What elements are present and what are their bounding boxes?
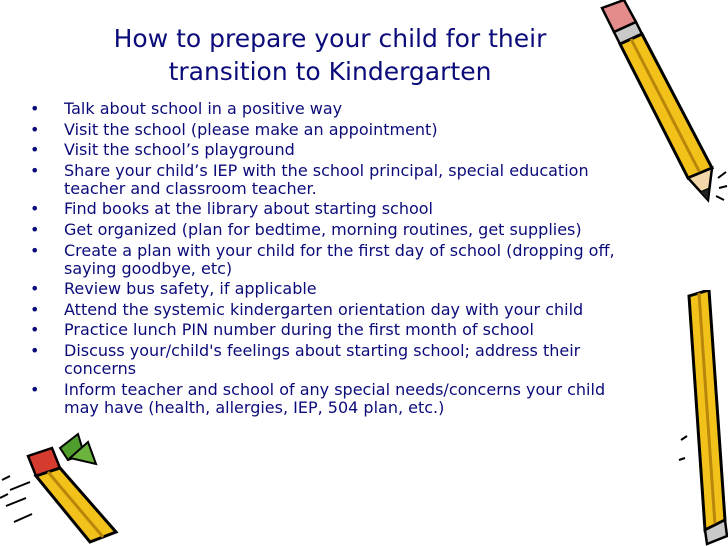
- bullet-item: • Visit the school (please make an appointment): [30, 121, 640, 139]
- slide-title-line-2: transition to Kindergarten: [168, 57, 492, 86]
- slide-title-line-1: How to prepare your child for their: [113, 24, 547, 53]
- bullet-item: • Practice lunch PIN number during the first month of school: [30, 321, 640, 339]
- bullet-item: • Review bus safety, if applicable: [30, 280, 640, 298]
- pencil-icon: [0, 420, 135, 546]
- bullet-item: • Discuss your/child's feelings about starting school; address their concerns: [30, 342, 640, 378]
- bullet-item: • Share your child’s IEP with the school principal, special education teacher and classroom teacher.: [30, 162, 640, 198]
- bullet-item: • Visit the school’s playground: [30, 141, 640, 159]
- slide-title: [60, 22, 600, 88]
- bullet-list: [30, 100, 640, 419]
- bullet-item: • Create a plan with your child for the first day of school (dropping off, saying goodbye, etc): [30, 242, 640, 278]
- bullet-item: • Inform teacher and school of any special needs/concerns your child may have (health, allergies, IEP, 504 plan, etc.): [30, 381, 640, 417]
- bullet-item: • Find books at the library about starting school: [30, 200, 640, 218]
- pencil-icon: [580, 0, 728, 210]
- bullet-item: • Talk about school in a positive way: [30, 100, 640, 118]
- bullet-item: • Get organized (plan for bedtime, morning routines, get supplies): [30, 221, 640, 239]
- bullet-item: • Attend the systemic kindergarten orientation day with your child: [30, 301, 640, 319]
- pencil-icon: [675, 290, 728, 546]
